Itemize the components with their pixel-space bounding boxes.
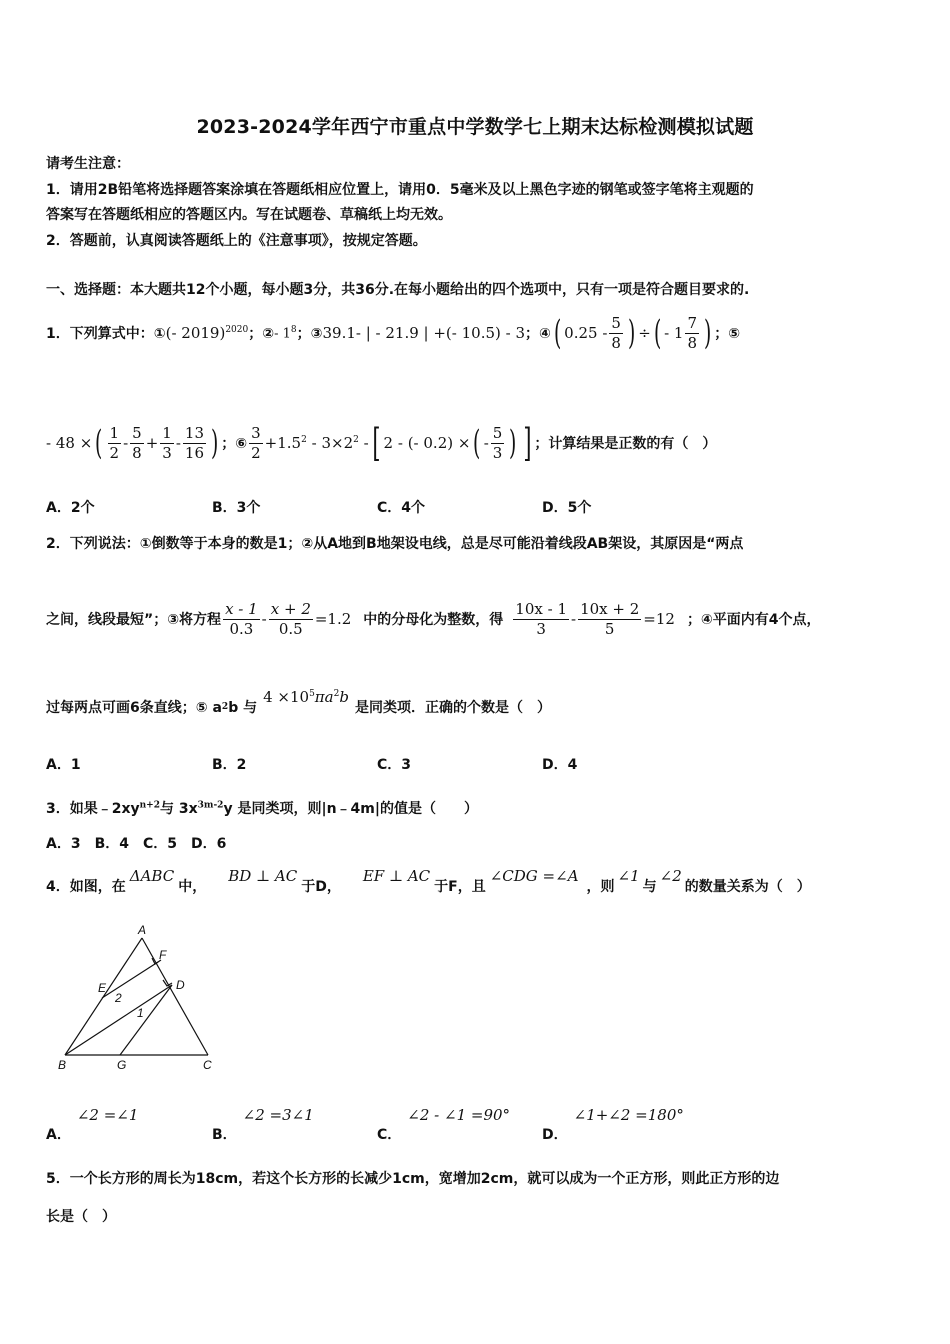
question-2-line-1: 2．下列说法：①倒数等于本身的数是1；②从A地到B地架设电线，总是尽可能沿着线段AB架设，其原因是“两点 (46, 536, 744, 552)
notice-heading: 请考生注意： (46, 156, 130, 172)
question-2-line-2: 之间，线段最短”；③将方程 $\frac{x - 1}{0.3}$ - $\frac{x + 2}{0.5}$ =1.2 中的分母化为整数，得 $\frac{10x - 1}{3}$ - $\frac{10x + 2}{5}$ =12 ；④平面内有4个点， (46, 599, 821, 638)
fraction-7-8: $\frac{7}{8}$ (687, 313, 697, 352)
expr-3: 39.1- | - 21.9 | +(- 10.5) - 3 (322, 324, 526, 342)
expr-4a: 0.25 - (564, 324, 608, 342)
monomial: $4 \times 10^5\pi a^2b$ (263, 688, 349, 706)
q1-option-c[interactable]: C．4个 (377, 500, 426, 516)
notice-line-3: 2．答题前，认真阅读答题纸上的《注意事项》，按规定答题。 (46, 233, 427, 249)
fraction-10x-minus-1: $\frac{10x - 1}{3}$ (515, 599, 567, 638)
label-e: E (98, 981, 107, 995)
question-2-line-3: 过每两点可画6条直线；⑤ a 2 b 与 $4 \times 10^5\pi a^2b$ 是同类项．正确的个数是（ ） (46, 688, 551, 716)
fraction-10x-plus-2: $\frac{10x + 2}{5}$ (580, 599, 640, 638)
question-1-line-1: 1．下列算式中：① (- 2019)$^{2020}$ ；② - $1^8$ ；③ 39.1- | - 21.9 | +(- 10.5) - 3 ；④ ( 0.25 - $\frac{5}{8}$ ) ÷ ( - 1 $\frac{7}{8}$ ) ；⑤ (46, 313, 741, 353)
q2-option-d[interactable]: D．4 (542, 757, 578, 773)
label-d: D (176, 978, 185, 992)
fraction-1-3: $\frac{1}{3}$ (162, 423, 172, 462)
fraction-13-16: $\frac{13}{16}$ (184, 423, 204, 462)
question-1-line-2: - 48 × ( $\frac{1}{2}$ - $\frac{5}{8}$ + $\frac{1}{3}$ - $\frac{13}{16}$ ) ；⑥ $\frac{3}{2}$ $+1.5^2$ - $3\times 2^2$ - [ 2 - (- 0.2) × ( - $\frac{5}{3}$ ) ] ；计算结果是正数的有（ ） (46, 421, 717, 465)
q4-option-a[interactable]: A．∠2 =∠1 (46, 1106, 139, 1143)
section-heading: 一、选择题：本大题共12个小题，每小题3分，共36分.在每小题给出的四个选项中，只有一项是符合题目要求的. (46, 282, 750, 298)
question-3-text: 3．如果$﹣2xy^{n+2}$与 $3x^{3m-2}y$ 是同类项，则|n﹣4m|的值是（ ） (46, 800, 478, 817)
notice-line-1: 1．请用2B铅笔将选择题答案涂填在答题纸相应位置上，请用0．5毫米及以上黑色字迹的钢笔或签字笔将主观题的 (46, 182, 754, 198)
q4-option-b[interactable]: B．∠2 =3∠1 (212, 1106, 314, 1143)
fraction-x-plus-2: $\frac{x + 2}{0.5}$ (270, 599, 311, 638)
fraction-3-2: $\frac{3}{2}$ (251, 423, 261, 462)
fraction-5-3: $\frac{5}{3}$ (492, 423, 503, 462)
fraction-x-minus-1: $\frac{x - 1}{0.3}$ (225, 599, 258, 638)
label-b: B (58, 1058, 67, 1072)
question-5-line-1: 5．一个长方形的周长为18cm，若这个长方形的长减少1cm，宽增加2cm，就可以成为一个正方形，则此正方形的边 (46, 1171, 780, 1187)
expr-2: - $1^8$ (274, 324, 297, 342)
label-two: 2 (115, 991, 122, 1005)
page-title: 2023-2024学年西宁市重点中学数学七上期末达标检测模拟试题 (196, 116, 754, 138)
q1-option-d[interactable]: D．5个 (542, 500, 592, 516)
q1-option-b[interactable]: B．3个 (212, 500, 261, 516)
q2-option-a[interactable]: A．1 (46, 757, 81, 773)
notice-line-2: 答案写在答题纸相应的答题区内。写在试题卷、草稿纸上均无效。 (46, 207, 452, 223)
fraction-5-8-b: $\frac{5}{8}$ (132, 423, 142, 462)
expr-1: (- 2019)$^{2020}$ (165, 324, 249, 342)
q2-option-b[interactable]: B．2 (212, 757, 247, 773)
q2-option-c[interactable]: C．3 (377, 757, 412, 773)
label-one: 1 (137, 1006, 144, 1020)
fraction-1-2: $\frac{1}{2}$ (109, 423, 120, 462)
q1-option-a[interactable]: A．2个 (46, 500, 95, 516)
q4-option-d[interactable]: D．∠1+∠2 =180° (542, 1106, 684, 1143)
label-f: F (159, 948, 167, 962)
question-5-line-2: 长是（ ） (46, 1209, 116, 1225)
triangle-figure (55, 922, 225, 1082)
label-g: G (117, 1058, 127, 1072)
question-4-text: 4．如图，在 ΔABC 中， BD ⊥ AC 于D， EF ⊥ AC 于F，且 ∠CDG =∠A ，则 ∠1 与 ∠2 的数量关系为（ ） (46, 867, 811, 895)
label-a: A (138, 923, 147, 937)
q4-option-c[interactable]: C．∠2 - ∠1 =90° (377, 1106, 511, 1143)
question-3-options[interactable]: A．3 B．4 C．5 D．6 (46, 836, 227, 852)
fraction-5-8: $\frac{5}{8}$ (611, 313, 621, 352)
label-c: C (203, 1058, 212, 1072)
